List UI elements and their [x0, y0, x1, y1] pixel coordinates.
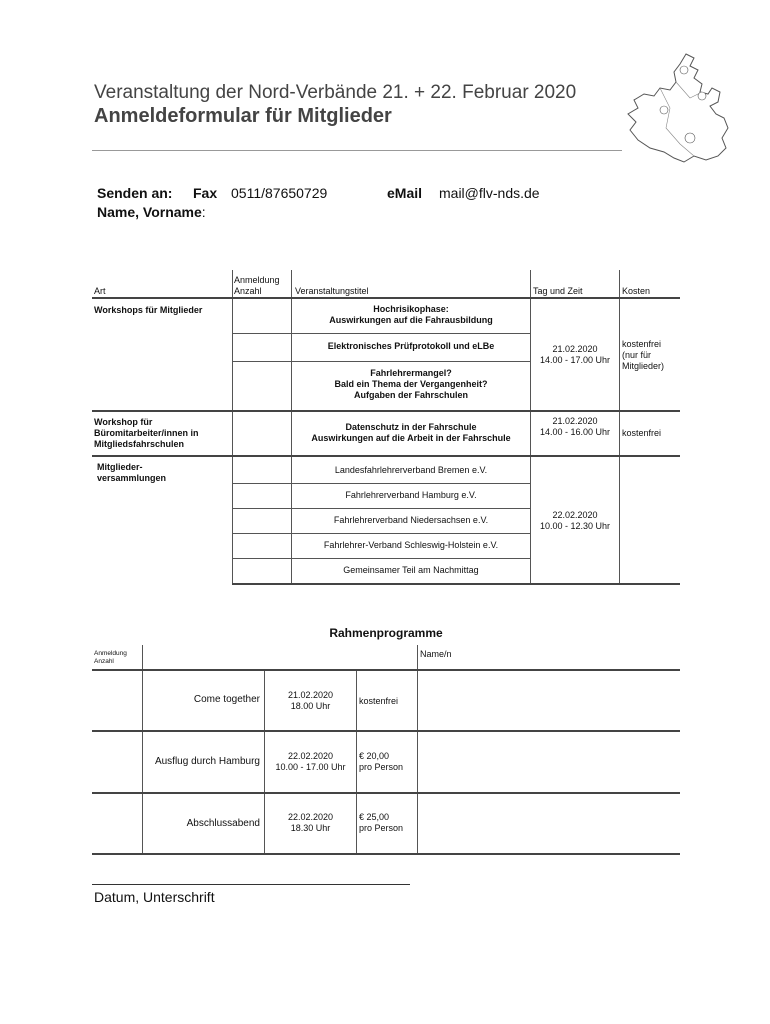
- header-zeit: Tag und Zeit: [533, 286, 583, 296]
- side-event-name: Come together: [193, 694, 260, 705]
- signature-line[interactable]: [92, 884, 410, 885]
- assembly-item: Fahrlehrer-Verband Schleswig-Holstein e.V.: [323, 540, 499, 550]
- header-art: Art: [94, 286, 106, 296]
- office-workshop-title: Datenschutz in der Fahrschule Auswirkungen auf die Arbeit in der Fahrschule: [311, 422, 511, 443]
- assemblies-label: Mitglieder- versammlungen: [97, 462, 167, 483]
- fax-number: 0511/87650729: [231, 185, 328, 201]
- side-event-datetime: 22.02.2020 18.30 Uhr: [287, 812, 334, 833]
- header-divider: [92, 150, 622, 151]
- header-kosten: Kosten: [622, 286, 651, 296]
- side-event-cost: kostenfrei: [359, 696, 399, 706]
- workshop-title-1: Hochrisikophase: Auswirkungen auf die Fahrausbildung: [329, 304, 493, 325]
- side-header-anzahl: Anzahl: [94, 658, 114, 665]
- office-workshop-label: Workshop für Büromitarbeiter/innen in Mitgliedsfahrschulen: [94, 417, 199, 449]
- side-event-datetime: 21.02.2020 18.00 Uhr: [287, 690, 334, 711]
- name-field-label: [97, 204, 206, 220]
- form-title: Anmeldeformular für Mitglieder: [94, 105, 392, 127]
- office-workshop-cost: kostenfrei: [622, 428, 662, 438]
- side-event-cost: € 20,00 pro Person: [359, 751, 404, 772]
- workshop-datetime: 21.02.2020 14.00 - 17.00 Uhr: [539, 344, 611, 365]
- workshops-label: Workshops für Mitglieder: [94, 305, 203, 315]
- email-address[interactable]: mail@flv-nds.de: [439, 185, 540, 201]
- office-workshop-datetime: 21.02.2020 14.00 - 16.00 Uhr: [539, 416, 611, 437]
- header-titel: Veranstaltungstitel: [295, 286, 369, 296]
- side-program-title: Rahmenprogramme: [329, 626, 443, 640]
- side-event-name: Abschlussabend: [186, 818, 260, 829]
- signature-label: Datum, Unterschrift: [94, 889, 215, 905]
- side-header-anmeldung: Anmeldung: [94, 650, 127, 657]
- event-title: Veranstaltung der Nord-Verbände 21. + 22. Februar 2020: [94, 82, 577, 103]
- side-event-name: Ausflug durch Hamburg: [154, 756, 260, 767]
- assembly-datetime: 22.02.2020 10.00 - 12.30 Uhr: [539, 510, 611, 531]
- fax-label: Fax: [193, 185, 218, 201]
- assembly-item: Landesfahrlehrerverband Bremen e.V.: [334, 465, 488, 475]
- header-anzahl: Anzahl: [234, 286, 262, 296]
- send-to-label: Senden an:: [97, 185, 173, 201]
- name-colon: :: [201, 204, 206, 220]
- side-header-names: Name/n: [420, 649, 452, 659]
- assembly-item: Fahrlehrerverband Hamburg e.V.: [345, 490, 477, 500]
- assembly-item: Gemeinsamer Teil am Nachmittag: [343, 565, 479, 575]
- assembly-item: Fahrlehrerverband Niedersachsen e.V.: [333, 515, 489, 525]
- side-event-datetime: 22.02.2020 10.00 - 17.00 Uhr: [275, 751, 346, 772]
- name-label: Name, Vorname: [97, 204, 202, 220]
- header-anmeldung: Anmeldung: [234, 275, 280, 285]
- workshop-cost: kostenfrei (nur für Mitglieder): [622, 339, 665, 371]
- side-event-cost: € 25,00 pro Person: [359, 812, 404, 833]
- workshop-title-2: Elektronisches Prüfprotokoll und eLBe: [327, 341, 495, 351]
- email-label: eMail: [387, 185, 423, 201]
- north-germany-map-logo: [620, 48, 740, 168]
- workshop-title-3: Fahrlehrermangel? Bald ein Thema der Vergangenheit? Aufgaben der Fahrschulen: [334, 368, 488, 400]
